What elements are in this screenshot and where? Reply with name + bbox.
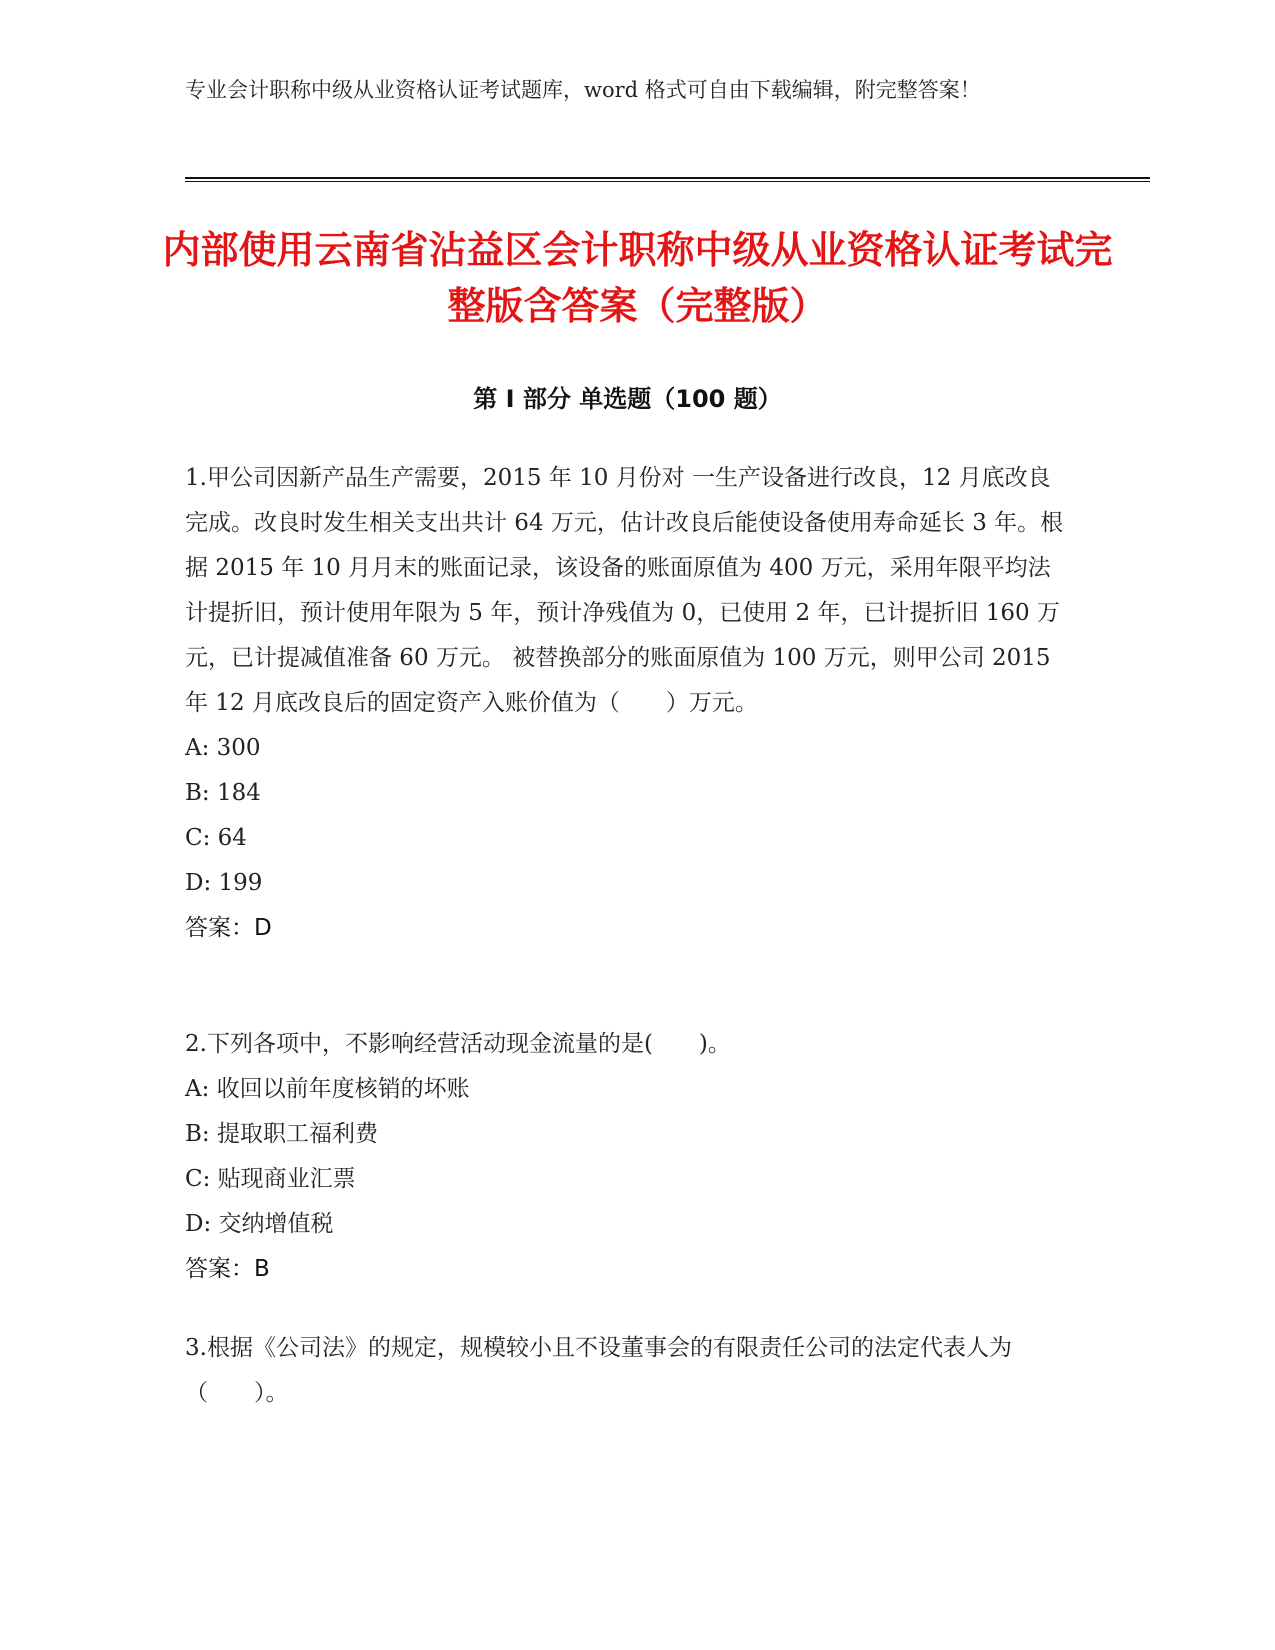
option-a: A: 300: [185, 735, 261, 761]
option-d: D: 199: [185, 870, 263, 896]
header-divider: [185, 177, 1150, 179]
header-divider-thin: [185, 181, 1150, 182]
header-note: 专业会计职称中级从业资格认证考试题库，word 格式可自由下载编辑，附完整答案！: [185, 78, 981, 102]
question-3: [185, 1326, 1070, 1416]
option-c: C: 贴现商业汇票: [185, 1166, 356, 1192]
question-stem: 2.下列各项中，不影响经营活动现金流量的是( )。: [185, 1031, 731, 1057]
option-c: C: 64: [185, 825, 247, 851]
option-d: D: 交纳增值税: [185, 1211, 334, 1237]
document-title: 内部使用云南省沾益区会计职称中级从业资格认证考试完整版含答案（完整版）: [162, 228, 1113, 328]
option-b: B: 184: [185, 780, 261, 806]
question-stem: 1.甲公司因新产品生产需要，2015 年 10 月份对 一生产设备进行改良，12 月底改良完成。改良时发生相关支出共计 64 万元，估计改良后能使设备使用寿命延长 3 年。根据 2015 年 10 月月末的账面记录，该设备的账面原值为 400 万元，采用年限平均法计提折旧，预计使用年限为 5 年，预计净残值为 0，已使用 2 年，已计提折旧 160 万元，已计提减值准备 60 万元。 被替换部分的账面原值为 100 万元，则甲公司 2015 年 12 月底改良后的固定资产入账价值为（ ）万元。: [185, 465, 1064, 716]
option-b: B: 提取职工福利费: [185, 1121, 378, 1147]
question-2: [185, 1022, 1070, 1292]
question-1: [185, 456, 1070, 951]
question-stem: 3.根据《公司法》的规定，规模较小且不设董事会的有限责任公司的法定代表人为（ ）。: [185, 1335, 1012, 1406]
option-a: A: 收回以前年度核销的坏账: [185, 1076, 470, 1102]
section-title: 第 I 部分 单选题（100 题）: [473, 385, 782, 413]
answer: 答案：B: [185, 1256, 270, 1282]
answer: 答案：D: [185, 915, 272, 941]
